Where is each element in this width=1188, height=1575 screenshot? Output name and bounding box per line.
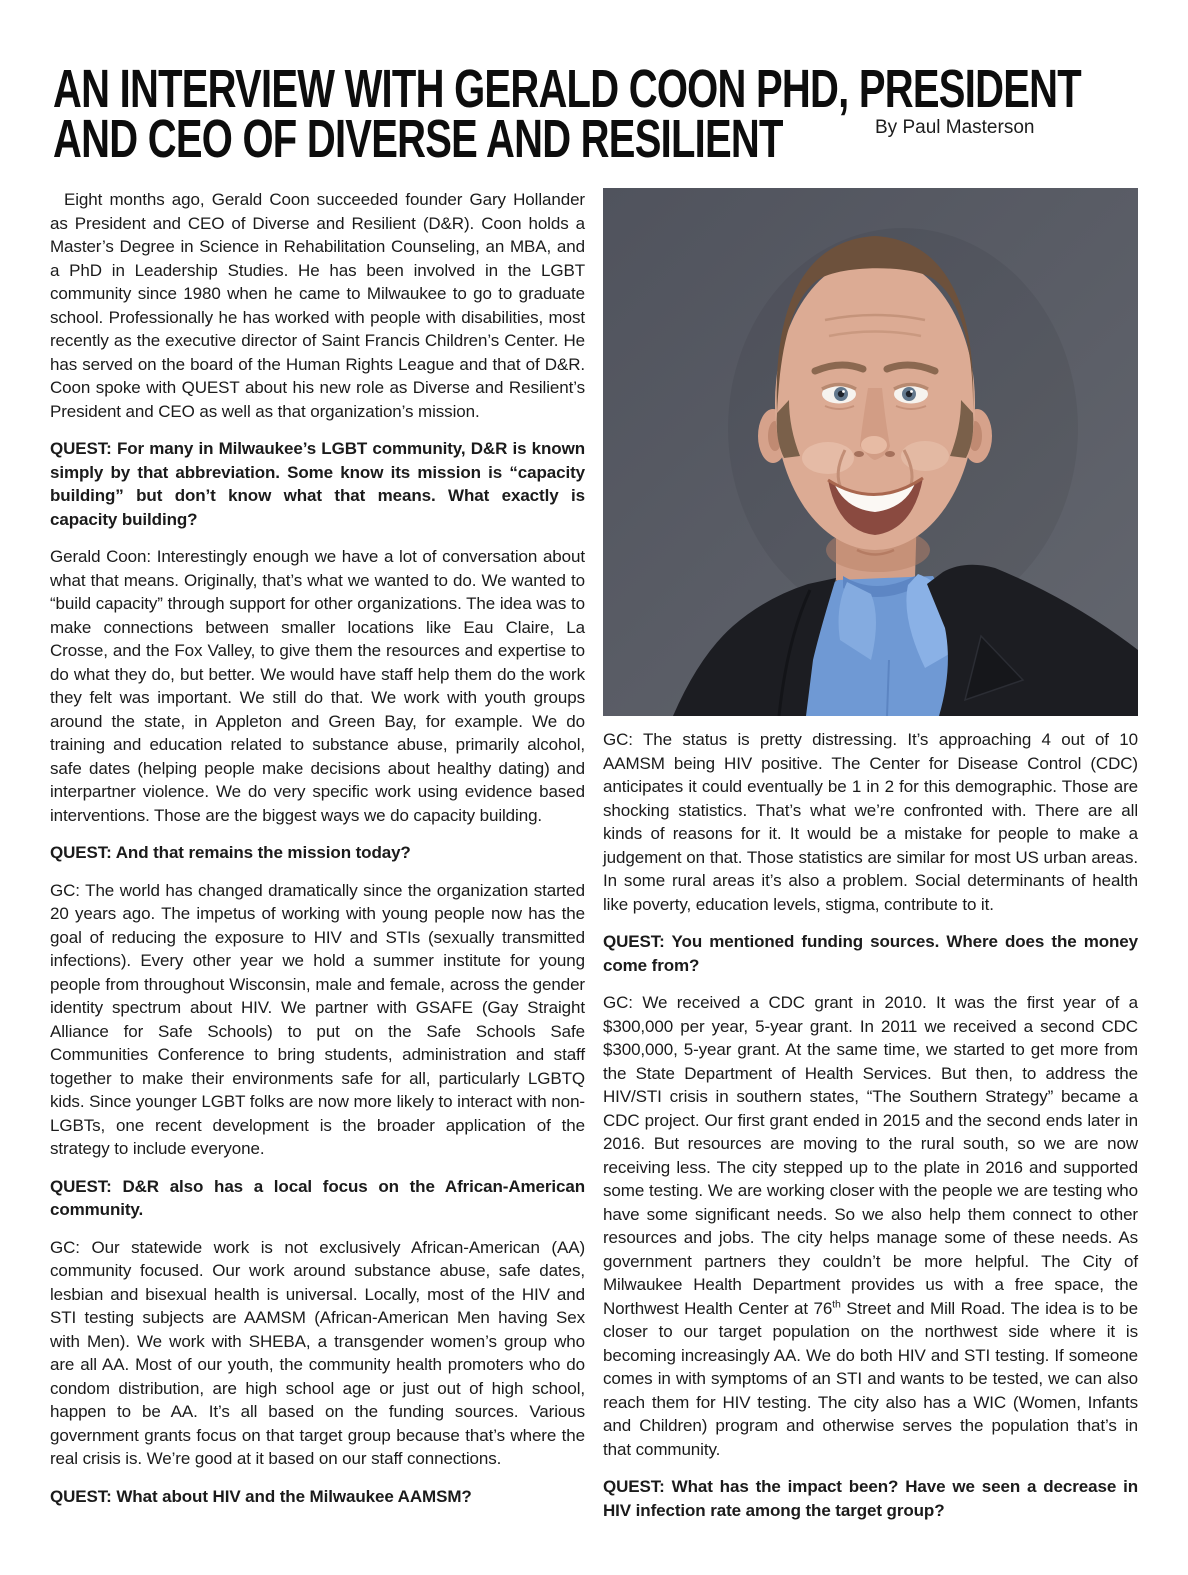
left-eye-highlight — [842, 390, 845, 393]
nose-tip — [861, 436, 887, 454]
cheek-highlight-left — [802, 442, 854, 474]
question-paragraph: QUEST: You mentioned funding sources. Where does the money come from? — [603, 932, 1138, 975]
answer-paragraph: GC: Our statewide work is not exclusively African-American (AA) community focused. Our work around substance abuse, safe dates, lesbian and bisexual health is universal. Locally, most of the HIV and STI testing subjects are AAMSM (African-American Men having Sex with Men). We work with SHEBA, a transgender women’s group who are all AA. Most of our youth, the community health promoters who do condom distribution, are high school age or just out of high school, happen to be AA. It’s all based on the funding sources. Various government grants focus on that target group because that’s where the real crisis is. We’re good at it based on our staff connections. — [50, 1237, 585, 1468]
answer-paragraph: Gerald Coon: Interestingly enough we have a lot of conversation about what that means. Originally, that’s what we wanted to do. We wanted to “build capacity” through support for other organizations. The idea was to make connections between smaller locations like Eau Claire, La Crosse, and the Fox Valley, to give them the resources and expertise to do what they do, but better. We would have staff help them do the work they felt was important. We still do that. We work with youth groups around the state, in Appleton and Green Bay, for example. We do training and education related to substance abuse, primarily alcohol, safe dates (helping people make decisions about healthy dating) and interpartner violence. We do very specific work using evidence based interventions. Those are the biggest ways we do capacity building. — [50, 547, 585, 825]
article-title — [53, 59, 1081, 170]
right-nostril — [885, 451, 895, 457]
ordinal-superscript: th — [832, 1297, 841, 1310]
right-column — [603, 188, 1138, 1522]
question-paragraph: QUEST: What about HIV and the Milwaukee AAMSM? — [50, 1486, 472, 1506]
answer-text-before-superscript: GC: We received a CDC grant in 2010. It was the first year of a $300,000 per year, 5-year grant. In 2011 we received a second CDC $300,000, 5-year grant. At the same time, we started to get more from the State Department of Health Services. But then, to address the HIV/STI crisis in southern states, “The Southern Strategy” became a CDC project. Our first grant ended in 2015 and the second ends later in 2016. But resources are moving to the rural south, so we are now receiving less. The city stepped up to the plate in 2016 and supported some testing. We are working closer with the people we are testing who have some significant needs. So we also help them connect to other resources and jobs. The city helps manage some of these needs. As government partners they couldn’t be more helpful. The City of Milwaukee Health Department provides us with a free space, the Northwest Health Center at 76 — [603, 993, 1138, 1318]
title-line-2: AND CEO OF DIVERSE AND RESILIENT — [53, 109, 783, 170]
question-paragraph: QUEST: What has the impact been? Have we seen a decrease in HIV infection rate among the target group? — [603, 1477, 1138, 1520]
answer-paragraph: GC: The status is pretty distressing. It’s approaching 4 out of 10 AAMSM being HIV positive. The Center for Disease Control (CDC) anticipates it could eventually be 1 in 2 for this demographic. Those are shocking statistics. That’s what we’re confronted with. There are all kinds of reasons for it. It would be a mistake for people to make a judgement on that. Those statistics are similar for most US urban areas. In some rural areas it’s also a problem. Social determinants of health like poverty, education levels, stigma, contribute to it. — [603, 730, 1138, 914]
answer-text-after-superscript: Street and Mill Road. The idea is to be closer to our target population on the northwest side where it is becoming increasingly AA. We do both HIV and STI testing. If someone comes in with symptoms of an STI and wants to be tested, we can also reach them for HIV testing. The city also has a WIC (Women, Infants and Children) program and otherwise serves the population that’s in that community. — [603, 1298, 1138, 1459]
answer-paragraph — [603, 991, 1138, 1461]
left-column — [50, 188, 585, 1522]
question-paragraph: QUEST: And that remains the mission today? — [50, 843, 411, 862]
left-nostril — [854, 451, 864, 457]
title-line-1: AN INTERVIEW WITH GERALD COON PHD, PRESIDENT — [53, 59, 1081, 120]
right-eye-highlight — [910, 390, 913, 393]
intro-paragraph: Eight months ago, Gerald Coon succeeded founder Gary Hollander as President and CEO of Diverse and Resilient (D&R). Coon holds a Master’s Degree in Science in Rehabilitation Counseling, an MBA, and a PhD in Leadership Studies. He has been involved in the LGBT community since 1980 when he came to Milwaukee to go to graduate school. Professionally he has worked with people with disabilities, most recently as the executive director of Saint Francis Children’s Center. He has served on the board of the Human Rights League and that of D&R. Coon spoke with QUEST about his new role as Diverse and Resilient’s President and CEO as well as that organization’s mission. — [50, 190, 585, 421]
portrait-photo — [603, 188, 1138, 716]
question-paragraph: QUEST: D&R also has a local focus on the African-American community. — [50, 1176, 585, 1219]
byline: By Paul Masterson — [875, 117, 1035, 138]
article-columns — [50, 188, 1138, 1522]
portrait-illustration — [603, 188, 1138, 716]
question-paragraph: QUEST: For many in Milwaukee’s LGBT community, D&R is known simply by that abbreviation. Some know its mission is “capacity building” but don’t know what that means. What exactly is capacity building? — [50, 439, 585, 529]
answer-paragraph: GC: The world has changed dramatically since the organization started 20 years ago. The impetus of working with young people now has the goal of reducing the exposure to HIV and STIs (sexually transmitted infections). Every other year we hold a summer institute for young people from throughout Wisconsin, male and female, across the gender identity spectrum about HIV. We partner with GSAFE (Gay Straight Alliance for Safe Schools) to put on the Safe Schools Safe Communities Conference to bring students, administration and staff together to make their environments safe for all, particularly LGBTQ kids. Since younger LGBT folks are now more likely to interact with non-LGBTs, one recent development is the broader application of the strategy to include everyone. — [50, 880, 585, 1158]
